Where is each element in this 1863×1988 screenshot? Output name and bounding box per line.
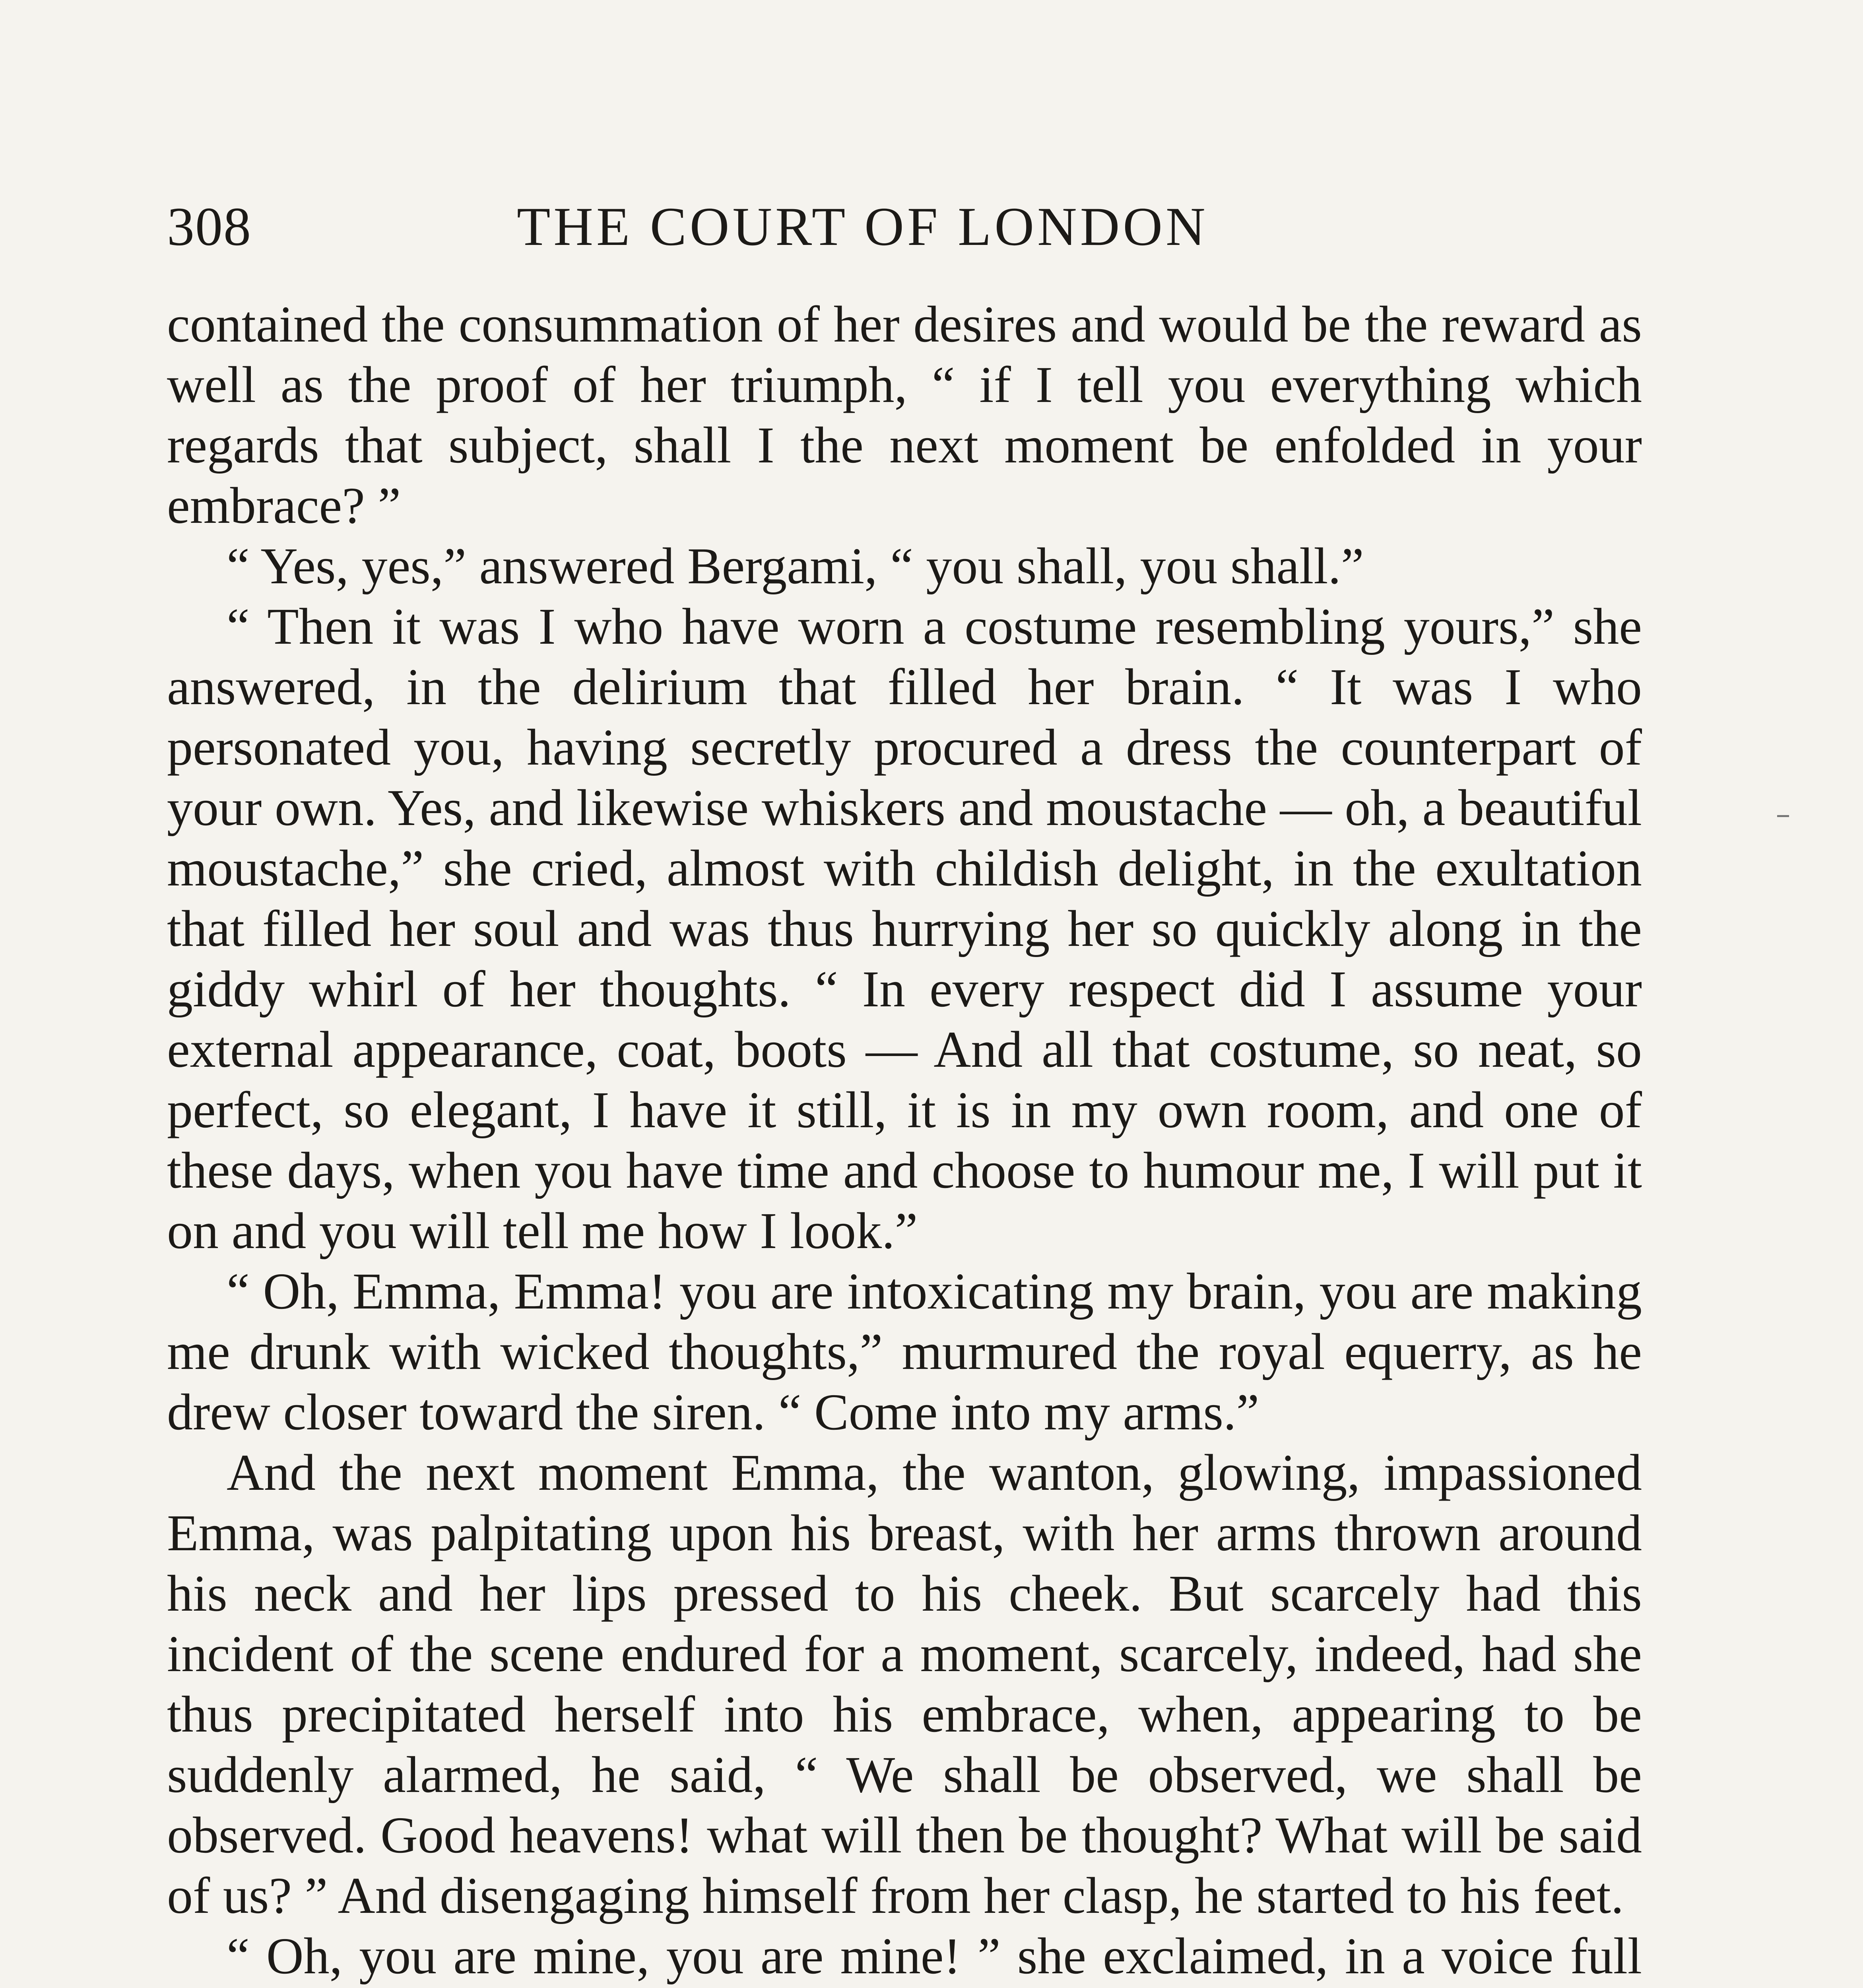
paragraph: “ Then it was I who have worn a costume resembling yours,” she answered, in the delirium that filled her brain. “ It was I who personated you, having secretly procured a dress the counterpart of your own. Yes, and likewise whiskers and moustache — oh, a beautiful moustache,” she cried, almost with childish delight, in the exultation that filled her soul and was thus hurrying her so quickly along in the giddy whirl of her thoughts. “ In every respect did I assume your external appearance, coat, boots — And all that costume, so neat, so perfect, so elegant, I have it still, it is in my own room, and one of these days, when you have time and choose to humour me, I will put it on and you will tell me how I look.” bbox=[167, 598, 1642, 1260]
margin-mark bbox=[1777, 815, 1789, 817]
paragraph: “ Yes, yes,” answered Bergami, “ you shall, you shall.” bbox=[227, 538, 1364, 595]
page-header bbox=[167, 187, 1638, 266]
body-text bbox=[167, 294, 1642, 1988]
paragraph: “ Oh, Emma, Emma! you are intoxicating my brain, you are making me drunk with wicked thoughts,” murmured the royal equerry, as he drew closer toward the siren. “ Come into my arms.” bbox=[167, 1263, 1642, 1441]
page-number: 308 bbox=[167, 196, 252, 257]
paragraph: “ Oh, you are mine, you are mine! ” she exclaimed, in a voice full bbox=[227, 1928, 1642, 1985]
running-title: THE COURT OF LONDON bbox=[517, 196, 1209, 257]
paragraph-continued: contained the consummation of her desires and would be the reward as well as the proof of her triumph, “ if I tell you everything which regards that subject, shall I the next moment be enfolded in your embrace? ” bbox=[167, 296, 1642, 534]
paragraph: And the next moment Emma, the wanton, glowing, impassioned Emma, was palpitating upon his breast, with her arms thrown around his neck and her lips pressed to his cheek. But scarcely had this incident of the scene endured for a moment, scarcely, indeed, had she thus precipitated herself into his embrace, when, appearing to be suddenly alarmed, he said, “ We shall be observed, we shall be observed. Good heavens! what will then be thought? What will be said of us? ” And disengaging himself from her clasp, he started to his feet. bbox=[167, 1444, 1642, 1924]
